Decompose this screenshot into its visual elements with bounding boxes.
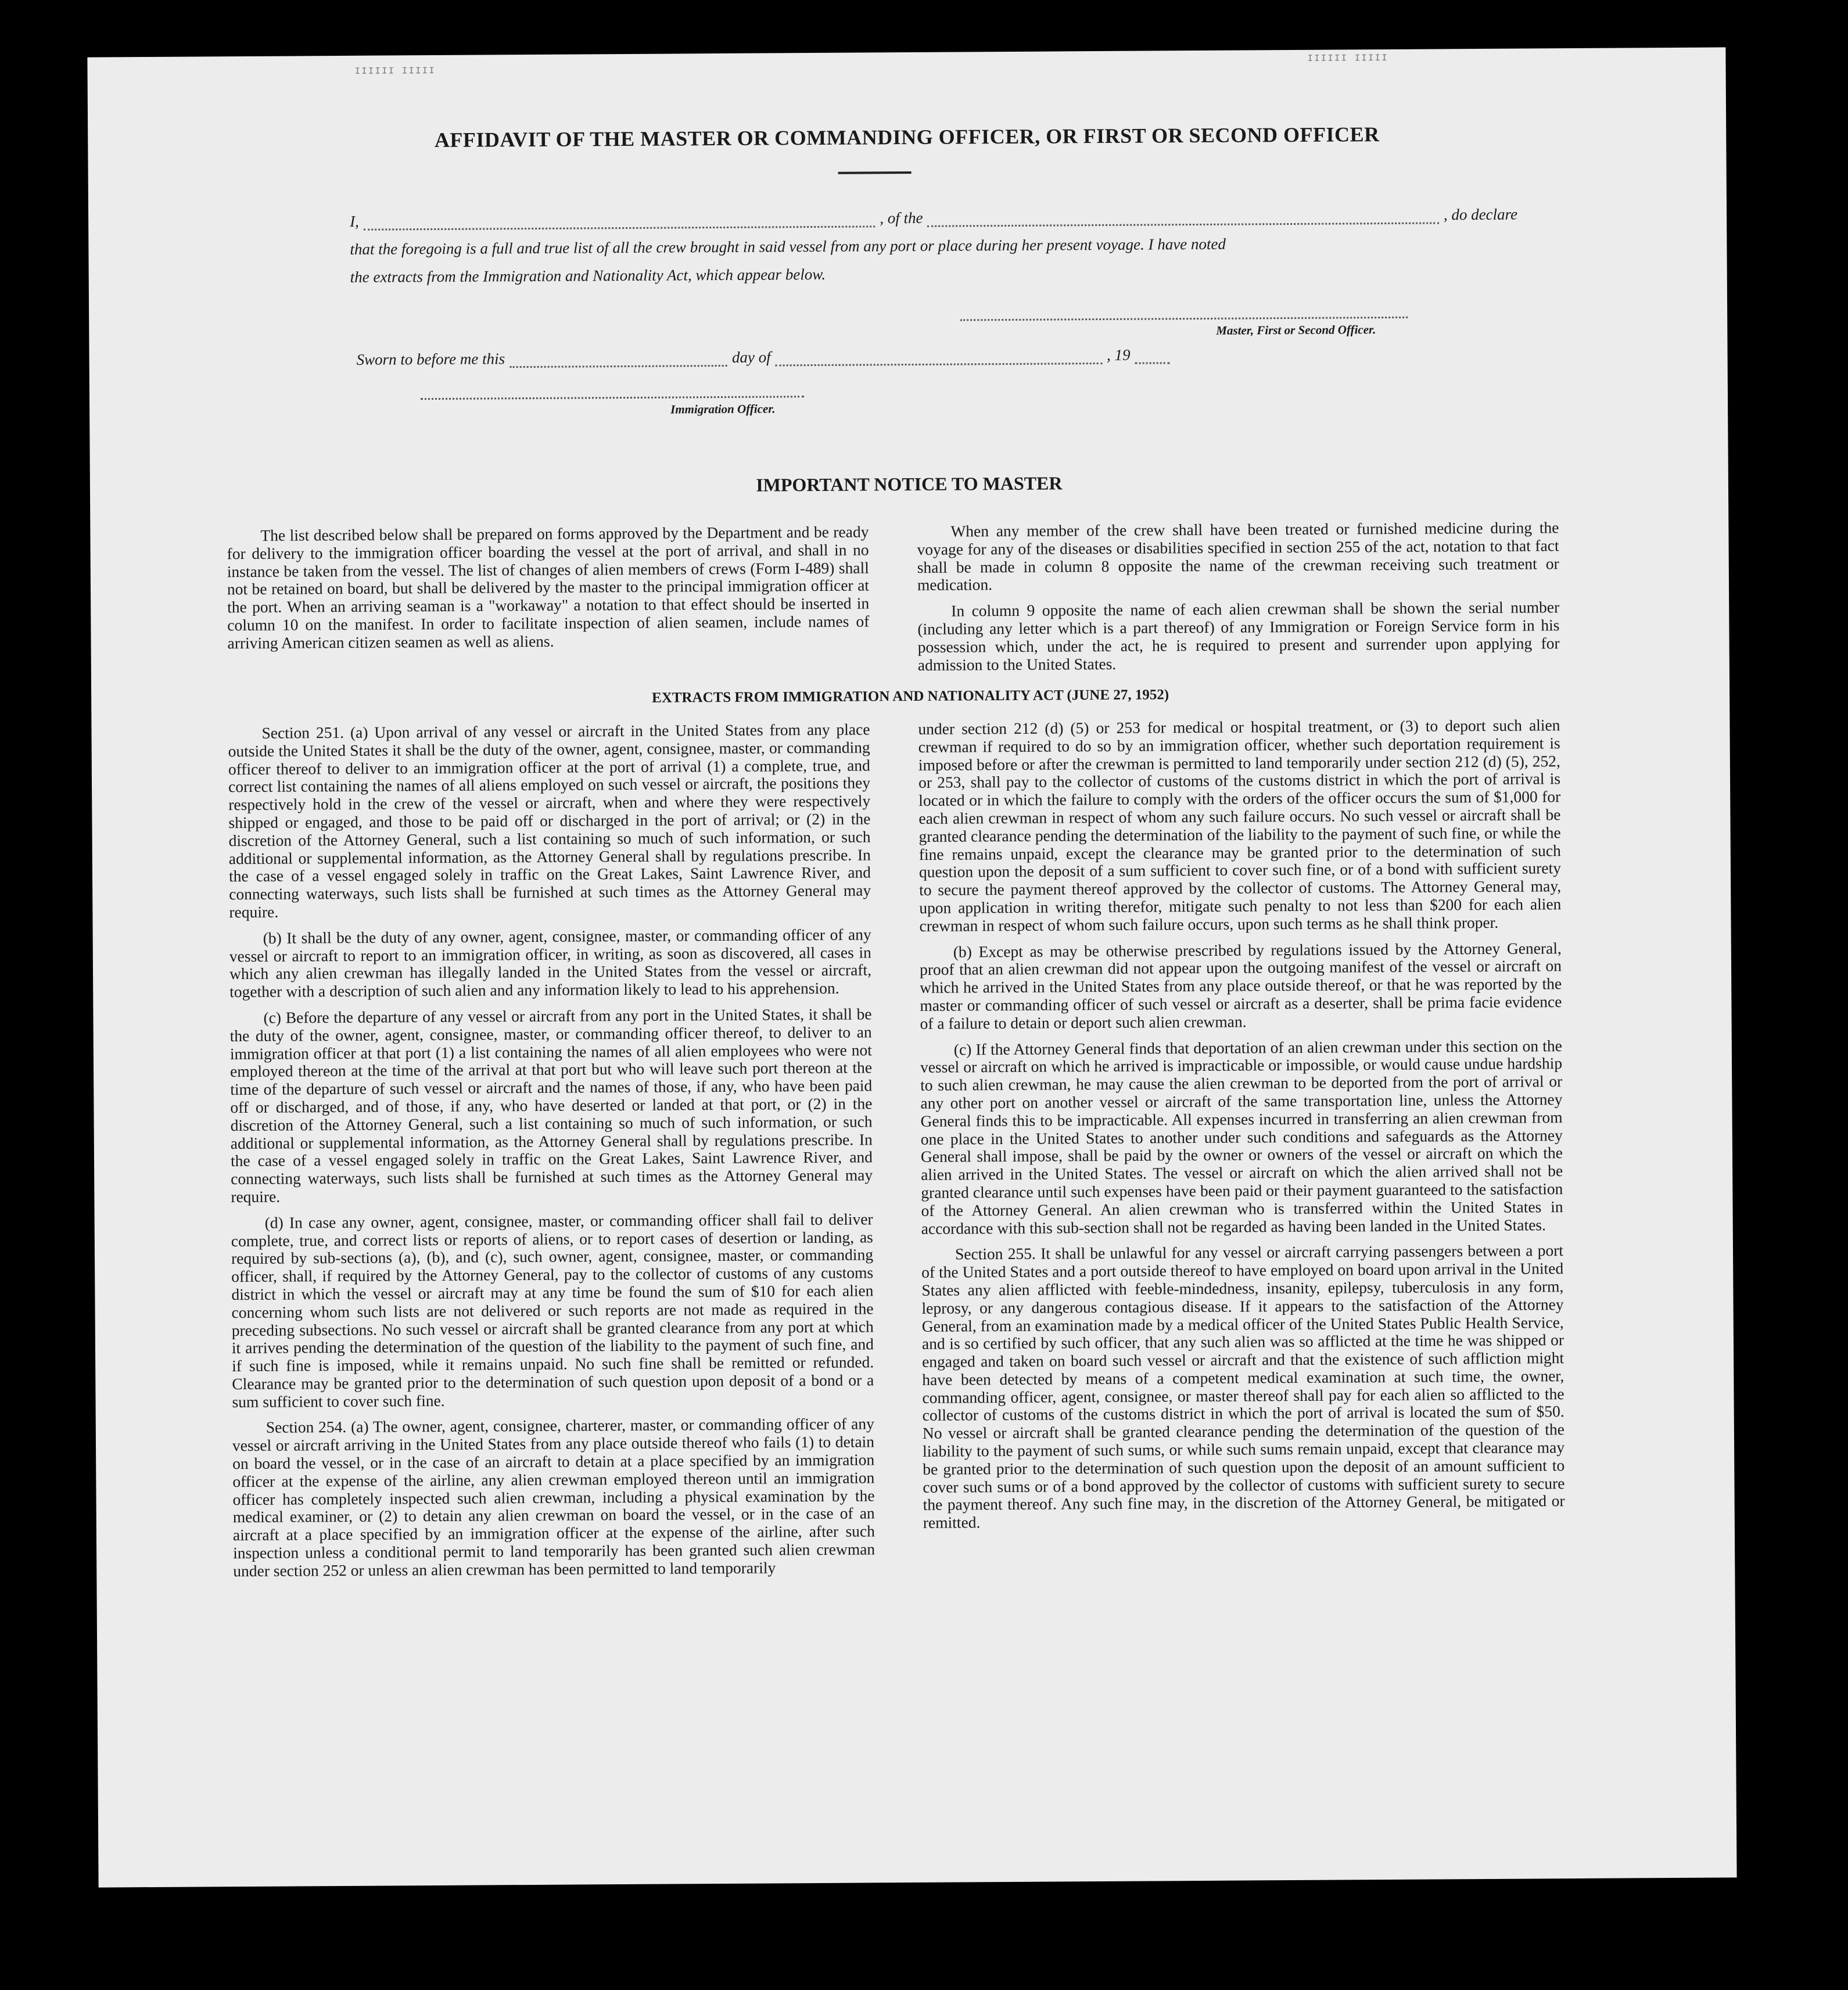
section-251-d: (d) In case any owner, agent, consignee, master, or commanding officer shall fail to deliver complete, true, and correct lists or reports of aliens, or to report cases of desertion or landing, as required by sub-sections (a), (b), and (c), such owner, agent, consignee, master, or commanding officer, shall, if required by the Attorney General, pay to the collector of customs of any customs district in which the vessel or aircraft may at any time be found the sum of $10 for each alien concerning whom such lists are not delivered or such reports are not made as required in the preceding subsections. No such vessel or aircraft shall be granted clearance from any port at which it arrives pending the determination of the question of the liability to the payment of such fine, and if such fine is imposed, while it remains unpaid. No such fine shall be remitted or refunded. Clearance may be granted prior to the determination of such question upon deposit of a bond or a sum sufficient to cover such fine. xyxy=(231,1210,874,1411)
section-251-c: (c) Before the departure of any vessel or aircraft from any port in the United States, it shall be the duty of the owner, agent, consignee, master, or commanding officer thereof, to deliver to an immigration officer at that port (1) a list containing the names of all alien employees who were not employed thereon at the time of the arrival at that port but who will leave such port thereon at the time of the departure of such vessel or aircraft and the names of those, if any, who have been paid off or discharged, and of those, if any, who have deserted or landed at that port, or (2) in the discretion of the Attorney General, such a list containing so much of such information, or such additional or supplemental information, as the Attorney General shall by regulations prescribe. In the case of a vessel engaged solely in traffic on the Great Lakes, Saint Lawrence River, and connecting waterways, such lists shall be furnished at such times as the Attorney General may require. xyxy=(229,1005,873,1206)
document-page xyxy=(87,47,1736,1887)
extracts-heading: EXTRACTS FROM IMMIGRATION AND NATIONALITY ACT (JUNE 27, 1952) xyxy=(652,687,1169,706)
sworn-year-field[interactable] xyxy=(1135,352,1170,364)
master-signature-field[interactable] xyxy=(960,311,1408,321)
notice-left-column xyxy=(227,523,869,660)
notice-right-paragraph-1: When any member of the crew shall have been treated or furnished medicine during the voyage for any of the diseases or disabilities specified in section 255 of the act, notation to that fact shall be made in column 8 opposite the name of the crewman receiving such treatment or medication. xyxy=(917,518,1559,594)
edge-mark: IIIIII IIIII xyxy=(354,65,436,77)
section-251-b: (b) It shall be the duty of any owner, agent, consignee, master, or commanding officer of any vessel or aircraft to report to an immigration officer, in writing, as soon as discovered, all cases in which any alien crewman has illegally landed in the United States from the vessel or aircraft, together with a description of such alien and any information likely to lead to his apprehension. xyxy=(229,925,872,1001)
notice-right-paragraph-2: In column 9 opposite the name of each alien crewman shall be shown the serial number (including any letter which is a part thereof) of any Immigration or Foreign Service form in his possession which, under the act, he is required to present and surrender upon applying for admission to the United States. xyxy=(917,598,1560,674)
extracts-left-column xyxy=(228,720,875,1588)
immigration-officer-signature-field[interactable] xyxy=(421,390,804,400)
edge-mark: IIIIII IIIII xyxy=(1307,52,1388,64)
sworn-month-field[interactable] xyxy=(776,352,1102,366)
section-254-b: (b) Except as may be otherwise prescribed by regulations issued by the Attorney General, proof that an alien crewman did not appear upon the outgoing manifest of the vessel or aircraft on which he arrived in the United States from any place outside thereof, or that he was reported by the master or commanding officer of such vessel or aircraft as a deserter, shall be prima facie evidence of a failure to detain or deport such alien crewman. xyxy=(919,938,1562,1032)
section-255: Section 255. It shall be unlawful for any vessel or aircraft carrying passengers between a port of the United States and a port outside thereof to have employed on board upon arrival in the United States any alien afflicted with feeble-mindedness, insanity, epilepsy, tuberculosis in any form, leprosy, or any dangerous contagious disease. If it appears to the satisfaction of the Attorney General, from an examination made by a medical officer of the United States Public Health Service, and is so certified by such officer, that any such alien was so afflicted at the time he was shipped or engaged and taken on board such vessel or aircraft and that the existence of such affliction might have been detected by means of a competent medical examination at such time, the owner, commanding officer, agent, consignee, or master thereof shall pay for each alien so afflicted to the collector of customs of the customs district in which the port of arrival is located the sum of $50. No vessel or aircraft shall be granted clearance pending the determination of the question of the liability to the payment of such sums, or while such sums remain unpaid, except that clearance may be granted prior to the determination of such question upon the deposit of an amount sufficient to cover such sums or of a bond approved by the collector of customs with sufficient surety to secure the payment thereof. Any such fine may, in the discretion of the Attorney General, be mitigated or remitted. xyxy=(921,1241,1565,1532)
master-signature-caption: Master, First or Second Officer. xyxy=(1216,322,1376,338)
section-254-a-continued: under section 212 (d) (5) or 253 for medical or hospital treatment, or (3) to deport such alien crewman if required to do so by an immigration officer, whether such deportation requirement is imposed before or after the crewman is permitted to land temporarily under section 212 (d) (5), 252, or 253, shall pay to the collector of customs of the customs district in which the port of arrival is located or in which the failure to comply with the orders of the officer occurs the sum of $1,000 for each alien crewman in respect of whom any such failure occurs. No such vessel or aircraft shall be granted clearance pending the determination of the liability to the payment of such fine, or while the fine remains unpaid, except the clearance may be granted prior to the determination of such question upon the deposit of a sum sufficient to cover such fine, or of a bond with sufficient surety to secure the payment thereof approved by the collector of customs. The Attorney General may, upon application in writing therefor, mitigate such penalty to not less than $200 for each alien crewman in respect of whom such failure occurs, upon such terms as he shall think proper. xyxy=(918,716,1562,935)
do-declare-label: , do declare xyxy=(1443,205,1518,224)
sworn-day-field[interactable] xyxy=(509,354,727,368)
day-of-label: day of xyxy=(731,348,771,366)
name-field[interactable] xyxy=(364,215,875,230)
title-underline xyxy=(838,171,912,174)
notice-heading: IMPORTANT NOTICE TO MASTER xyxy=(756,472,1063,496)
declaration-line-3: the extracts from the Immigration and Nationality Act, which appear below. xyxy=(350,265,826,286)
affidavit-title: AFFIDAVIT OF THE MASTER OR COMMANDING OFFICER, OR FIRST OR SECOND OFFICER xyxy=(434,123,1380,152)
of-the-label: , of the xyxy=(880,209,923,227)
declaration-line-2: that the foregoing is a full and true list of all the crew brought in said vessel from any port or place during her present voyage. I have noted xyxy=(350,235,1226,258)
notice-left-paragraph: The list described below shall be prepared on forms approved by the Department and be ready for delivery to the immigration officer boarding the vessel at the port of arrival, and shall in no instance be taken from the vessel. The list of changes of alien members of crews (Form I-489) shall not be retained on board, but shall be delivered by the master to the principal immigration officer at the port. When an arriving seaman is a "workaway" a notation to that effect should be inserted in column 10 on the manifest. In order to facilitate inspection of alien seamen, include names of arriving American citizen seamen as well as aliens. xyxy=(227,522,870,652)
extracts-right-column xyxy=(918,716,1565,1540)
vessel-field[interactable] xyxy=(927,211,1439,227)
year-label: , 19 xyxy=(1106,346,1131,364)
immigration-officer-caption: Immigration Officer. xyxy=(670,401,776,417)
notice-right-column xyxy=(917,519,1560,682)
i-label: I, xyxy=(350,212,359,230)
section-251-a: Section 251. (a) Upon arrival of any vessel or aircraft in the United States from any place outside the United States it shall be the duty of the owner, agent, consignee, master, or commanding officer thereof to deliver to an immigration officer at the port of arrival (1) a complete, true, and correct list containing the names of all aliens employed on such vessel or aircraft, the positions they respectively hold in the crew of the vessel or aircraft, when and where they were respectively shipped or engaged, and those to be paid off or discharged in the port of arrival; or (2) in the discretion of the Attorney General, such a list containing so much of such information, or such additional or supplemental information, as the Attorney General shall by regulations prescribe. In the case of a vessel engaged solely in traffic on the Great Lakes, Saint Lawrence River, and connecting waterways, such lists shall be furnished at such times as the Attorney General may require. xyxy=(228,720,871,922)
section-254-c: (c) If the Attorney General finds that deportation of an alien crewman under this section on the vessel or aircraft on which he arrived is impracticable or impossible, or would cause undue hardship to such alien crewman, he may cause the alien crewman to be deported from the port of arrival or any other port on another vessel or aircraft of the same transportation line, unless the Attorney General finds this to be impracticable. All expenses incurred in transferring an alien crewman from one place in the United States to another under such conditions and safeguards as the Attorney General shall impose, shall be paid by the owner or owners of the vessel or aircraft on which the alien arrived in the United States. The vessel or aircraft on which the alien arrived shall not be granted clearance until such expenses have been paid or their payment guaranteed to the satisfaction of the Attorney General. An alien crewman who is transferred within the United States in accordance with this sub-section shall not be regarded as having been landed in the United States. xyxy=(920,1036,1563,1238)
sworn-line xyxy=(356,346,1169,369)
sworn-label: Sworn to before me this xyxy=(356,350,505,368)
section-254-a: Section 254. (a) The owner, agent, consignee, charterer, master, or commanding officer of any vessel or aircraft arriving in the United States from any place outside thereof who fails (1) to detain on board the vessel, or in the case of an aircraft to detain at a place specified by an immigration officer at the expense of the airline, any alien crewman employed thereon until an immigration officer has completely inspected such alien crewman, including a physical examination by the medical examiner, or (2) to detain any alien crewman on board the vessel, or in the case of an aircraft at a place specified by an immigration officer at the expense of the airline, after such inspection unless a conditional permit to land temporarily has been granted such alien crewman under section 252 or unless an alien crewman has been permitted to land temporarily xyxy=(232,1414,875,1580)
declaration-line-1 xyxy=(350,206,1517,231)
